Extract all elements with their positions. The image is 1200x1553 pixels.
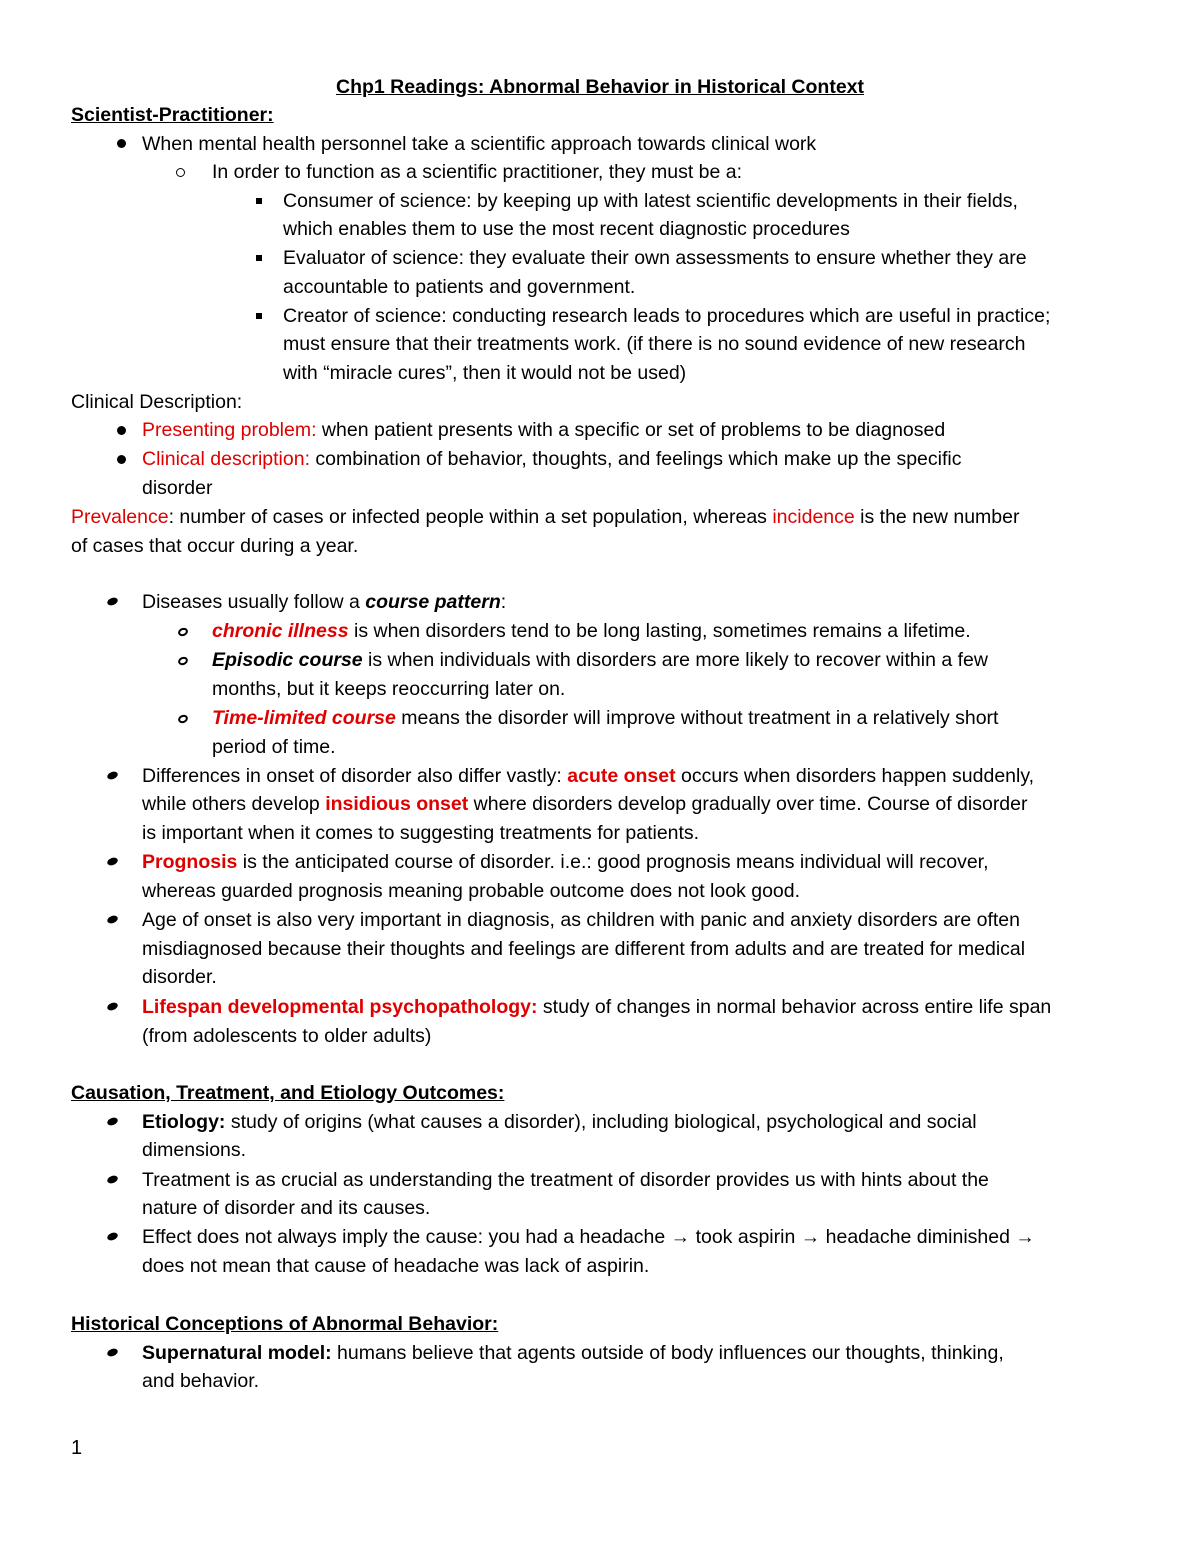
list-item — [142, 993, 1051, 1022]
list-item: In order to function as a scientific practitioner, they must be a: — [212, 161, 743, 183]
definition-text: humans believe that agents outside of body influences our thoughts, thinking, — [331, 1342, 1004, 1364]
term-lifespan-developmental-psychopathology: Lifespan developmental psychopathology: — [142, 996, 538, 1018]
definition-text: is when disorders tend to be long lasting, sometimes remains a lifetime. — [348, 620, 971, 642]
right-arrow-icon: → — [800, 1226, 821, 1248]
right-arrow-icon: → — [1015, 1226, 1035, 1248]
list-item — [212, 646, 988, 675]
bullet-icon — [106, 856, 119, 867]
bullet-icon — [106, 1231, 119, 1242]
list-item — [142, 1223, 1035, 1252]
list-item — [212, 704, 998, 733]
square-bullet-icon — [256, 313, 262, 319]
circle-bullet-icon — [177, 655, 189, 666]
list-item — [142, 1339, 1004, 1368]
definition-text: is when individuals with disorders are more likely to recover within a few — [362, 649, 988, 671]
list-item — [142, 445, 961, 474]
term-episodic-course: Episodic course — [212, 649, 363, 671]
section-heading-scientist-practitioner: Scientist-Practitioner: — [71, 104, 274, 126]
list-item-continuation: whereas guarded prognosis meaning probable outcome does not look good. — [142, 880, 801, 902]
list-item-continuation: (from adolescents to older adults) — [142, 1025, 432, 1047]
list-item: Evaluator of science: they evaluate their own assessments to ensure whether they are — [283, 247, 1027, 269]
text: headache diminished — [820, 1226, 1016, 1248]
list-item-continuation: misdiagnosed because their thoughts and feelings are different from adults and are treated for medical — [142, 938, 1026, 960]
term-etiology: Etiology: — [142, 1111, 226, 1133]
text: Effect does not always imply the cause: you had a headache — [142, 1226, 671, 1248]
list-item: Consumer of science: by keeping up with latest scientific developments in their fields, — [283, 190, 1018, 212]
list-item-continuation: dimensions. — [142, 1139, 247, 1161]
section-heading-historical-conceptions: Historical Conceptions of Abnormal Behavior: — [71, 1313, 499, 1335]
list-item: Treatment is as crucial as understanding the treatment of disorder provides us with hints about the — [142, 1169, 989, 1191]
list-item-continuation: disorder. — [142, 966, 217, 988]
term-presenting-problem: Presenting problem: — [142, 419, 317, 441]
list-item-continuation: does not mean that cause of headache was lack of aspirin. — [142, 1255, 650, 1277]
page-title: Chp1 Readings: Abnormal Behavior in Historical Context — [335, 76, 865, 98]
definition-text: is the anticipated course of disorder. i.e.: good prognosis means individual will recover, — [237, 851, 989, 873]
list-item: When mental health personnel take a scientific approach towards clinical work — [142, 133, 817, 155]
list-item — [142, 416, 945, 445]
term-clinical-description: Clinical description: — [142, 448, 310, 470]
circle-bullet-icon — [176, 168, 185, 177]
section-heading-clinical-description: Clinical Description: — [71, 391, 243, 413]
circle-bullet-icon — [177, 713, 189, 724]
bullet-icon — [106, 770, 119, 781]
term-incidence: incidence — [772, 506, 855, 528]
bullet-icon — [106, 1174, 119, 1185]
term-insidious-onset: insidious onset — [325, 793, 469, 815]
list-item-continuation: accountable to patients and government. — [283, 276, 636, 298]
term-supernatural-model: Supernatural model: — [142, 1342, 332, 1364]
text: Diseases usually follow a — [142, 591, 366, 613]
list-item: Age of onset is also very important in diagnosis, as children with panic and anxiety disorders are often — [142, 909, 1020, 931]
bullet-icon — [117, 426, 126, 435]
list-item-continuation: must ensure that their treatments work. (if there is no sound evidence of new research — [283, 333, 1026, 355]
definition-text: : number of cases or infected people within a set population, whereas — [168, 506, 773, 528]
text: took aspirin — [690, 1226, 801, 1248]
text: : — [500, 591, 507, 613]
term-chronic-illness: chronic illness — [212, 620, 349, 642]
list-item-continuation: is important when it comes to suggesting treatments for patients. — [142, 822, 700, 844]
term-course-pattern: course pattern — [365, 591, 501, 613]
bullet-icon — [106, 596, 119, 607]
bullet-icon — [106, 914, 119, 925]
section-heading-causation: Causation, Treatment, and Etiology Outcomes: — [71, 1082, 505, 1104]
paragraph-continuation: of cases that occur during a year. — [71, 535, 359, 557]
list-item — [142, 588, 506, 617]
definition-text: means the disorder will improve without treatment in a relatively short — [395, 707, 999, 729]
list-item — [212, 617, 971, 646]
definition-text: is the new number — [854, 506, 1020, 528]
list-item-continuation: with “miracle cures”, then it would not be used) — [283, 362, 687, 384]
square-bullet-icon — [256, 255, 262, 261]
list-item — [142, 848, 989, 877]
bullet-icon — [117, 455, 126, 464]
text: where disorders develop gradually over time. Course of disorder — [468, 793, 1028, 815]
list-item-continuation: period of time. — [212, 736, 336, 758]
list-item-continuation: months, but it keeps reoccurring later on. — [212, 678, 566, 700]
circle-bullet-icon — [177, 626, 189, 637]
right-arrow-icon: → — [670, 1226, 691, 1248]
paragraph-prevalence — [71, 503, 1020, 532]
term-time-limited-course: Time-limited course — [212, 707, 396, 729]
square-bullet-icon — [256, 198, 262, 204]
term-prognosis: Prognosis — [142, 851, 238, 873]
list-item-continuation: and behavior. — [142, 1370, 260, 1392]
definition-text: combination of behavior, thoughts, and feelings which make up the specific — [310, 448, 962, 470]
term-acute-onset: acute onset — [567, 765, 676, 787]
bullet-icon — [106, 1347, 119, 1358]
list-item — [142, 1108, 977, 1137]
bullet-icon — [106, 1116, 119, 1127]
list-item-continuation — [142, 790, 1028, 819]
list-item: Creator of science: conducting research leads to procedures which are useful in practice; — [283, 305, 1051, 327]
list-item-continuation: which enables them to use the most recent diagnostic procedures — [283, 218, 850, 240]
list-item-continuation: disorder — [142, 477, 213, 499]
text: occurs when disorders happen suddenly, — [675, 765, 1035, 787]
bullet-icon — [117, 139, 126, 148]
definition-text: when patient presents with a specific or set of problems to be diagnosed — [316, 419, 946, 441]
list-item — [142, 762, 1034, 791]
page-number: 1 — [71, 1437, 83, 1459]
definition-text: study of changes in normal behavior across entire life span — [537, 996, 1052, 1018]
text: while others develop — [142, 793, 326, 815]
definition-text: study of origins (what causes a disorder), including biological, psychological and social — [225, 1111, 977, 1133]
list-item-continuation: nature of disorder and its causes. — [142, 1197, 431, 1219]
text: Differences in onset of disorder also differ vastly: — [142, 765, 568, 787]
bullet-icon — [106, 1001, 119, 1012]
term-prevalence: Prevalence — [71, 506, 169, 528]
